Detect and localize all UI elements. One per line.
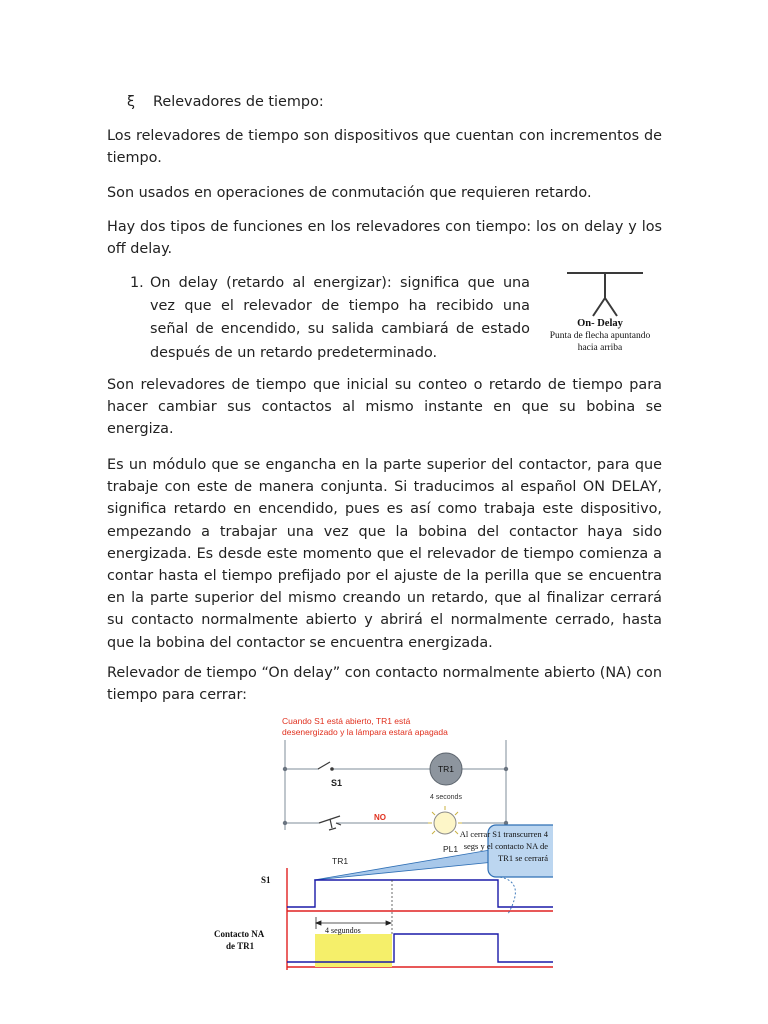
paragraph-module: Es un módulo que se engancha en la parte superior del contactor, para que trabaje con este de manera conjunta. Si traducimos al español ON DELAY, significa retardo en encendido, pues es así como trabaja este dispositivo, empezando a trabajar una vez que la bobina del contactor haya sido energizada. Es desde este momento que el relevador de tiempo comienza a contar hasta el tiempo prefijado por el ajuste de la perilla que se encuentra en la parte superior del mismo creando un retardo, que al finalizar cerrará su contacto normalmente abierto y abrirá el normalmente cerrado, hasta que la bobina del contactor se encuentra energizada.: [107, 457, 662, 651]
callout-line3: TR1 se cerrará: [497, 853, 548, 863]
paragraph-usage: Son usados en operaciones de conmutación que requieren retardo.: [107, 185, 592, 201]
contact-type-label: NO: [374, 813, 386, 822]
lamp-icon: [428, 806, 462, 834]
note-line2: desenergizado y la lámpara estará apagada: [282, 727, 448, 737]
circuit-wiring: [285, 740, 506, 830]
wire-node: [283, 821, 287, 825]
paragraph-counting: Son relevadores de tiempo que inicial su conteo o retardo de tiempo para hacer cambiar sus contactos al mismo instante en que su bobina se energiza.: [107, 377, 662, 438]
relay-time-label: 4 seconds: [430, 794, 462, 801]
note-line1: Cuando S1 está abierto, TR1 está: [282, 716, 411, 726]
paragraph-figure-intro: Relevador de tiempo “On delay” con contacto normalmente abierto (NA) con tiempo para cerrar:: [107, 665, 662, 704]
on-delay-caption-line2: hacia arriba: [577, 343, 623, 353]
bullet-symbol: ξ: [127, 94, 136, 110]
wire-node: [283, 767, 287, 771]
timing-s1-label: S1: [261, 875, 271, 885]
delay-label: 4 segundos: [325, 926, 361, 935]
list-item-on-delay: [130, 272, 530, 365]
callout-line1: Al cerrar S1 transcurren 4: [459, 829, 548, 839]
timing-contact-label-line1: Contacto NA: [214, 929, 265, 939]
s1-signal-trace: [287, 880, 553, 907]
on-delay-symbol-icon: [538, 268, 662, 318]
list-item-text: On delay (retardo al energizar): significa que una vez que el relevador de tiempo ha recibido una señal de encendido, su salida cambiará de estado después de un retardo predeterminado.: [150, 275, 530, 361]
wire-node: [504, 767, 508, 771]
section-heading: [127, 91, 324, 113]
on-delay-caption-line1: Punta de flecha apuntando: [549, 331, 651, 341]
lamp-label: PL1: [443, 844, 459, 854]
s1-label: S1: [331, 778, 343, 788]
section-title: Relevadores de tiempo:: [153, 94, 324, 110]
callout-line2: segs y el contacto NA de: [463, 841, 548, 851]
timing-contact-label-line2: de TR1: [226, 941, 255, 951]
s1-switch-icon: [318, 762, 333, 770]
contact-label: TR1: [332, 856, 349, 866]
callout-pointer: [500, 877, 515, 914]
circuit-timing-figure: [208, 712, 553, 980]
on-delay-label: On- Delay: [577, 318, 623, 329]
relay-coil-label: TR1: [437, 764, 455, 774]
paragraph-intro: Los relevadores de tiempo son dispositivos que cuentan con incrementos de tiempo.: [107, 128, 662, 167]
paragraph-types: Hay dos tipos de funciones en los relevadores con tiempo: los on delay y los off delay.: [107, 219, 662, 258]
list-number: 1.: [130, 275, 144, 291]
on-delay-symbol-figure: [538, 268, 662, 360]
